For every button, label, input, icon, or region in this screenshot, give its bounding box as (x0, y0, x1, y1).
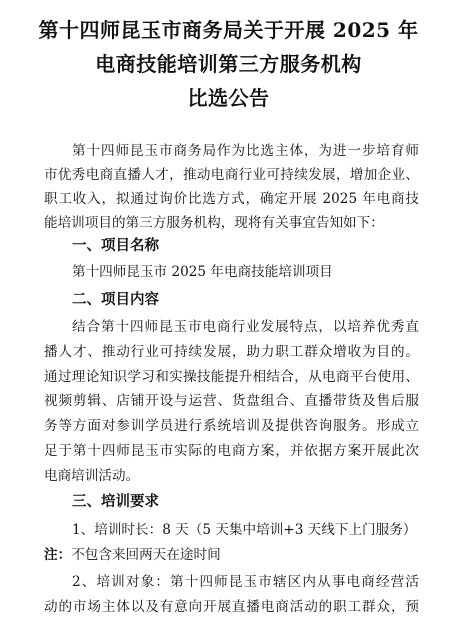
content-line-6: 足于第十四师昆玉市实际的电商方案，并依据方案开展此次 (44, 443, 419, 459)
document-title-line-3: 比选公告 (187, 86, 270, 110)
document-title-line-2: 电商技能培训第三方服务机构 (95, 52, 362, 76)
training-duration-item: 1、培训时长：8 天（5 天集中培训+3 天线下上门服务） (72, 522, 417, 538)
intro-line-1: 第十四师昆玉市商务局作为比选主体，为进一步培育师 (72, 143, 419, 159)
note-text: 不包含来回两天在途时间 (71, 547, 221, 563)
content-line-1: 结合第十四师昆玉市电商行业发展特点，以培养优秀直 (72, 319, 419, 335)
section-heading-project-name: 一、项目名称 (72, 238, 159, 254)
intro-line-2: 市优秀电商直播人才，推动电商行业可持续发展，增加企业、 (44, 167, 419, 183)
content-line-3: 通过理论知识学习和实操技能提升相结合，从电商平台使用、 (44, 369, 419, 385)
section-heading-training-requirements: 三、培训要求 (72, 494, 159, 510)
content-line-7: 电商培训活动。 (44, 468, 140, 484)
section-heading-project-content: 二、项目内容 (72, 292, 159, 308)
content-line-4: 视频剪辑、店铺开设与运营、货盘组合、直播带货及售后服 (44, 393, 419, 409)
training-target-line-2: 动的市场主体以及有意向开展直播电商活动的职工群众，预 (44, 599, 419, 615)
project-name-text: 第十四师昆玉市 2025 年电商技能培训项目 (72, 264, 333, 280)
training-note (44, 546, 419, 564)
intro-line-4: 能培训项目的第三方服务机构，现将有关事宜告知如下： (44, 215, 384, 231)
content-line-5: 务等方面对参训学员进行系统培训及提供咨询服务。形成立 (44, 418, 419, 434)
training-target-line-1: 2、培训对象：第十四师昆玉市辖区内从事电商经营活 (72, 574, 419, 590)
content-line-2: 播人才、推动行业可持续发展，助力职工群众增收为目的。 (44, 344, 419, 360)
intro-line-3: 职工收入，拟通过询价比选方式，确定开展 2025 年电商技 (44, 191, 419, 207)
document-title-line-1: 第十四师昆玉市商务局关于开展 2025 年 (38, 18, 419, 42)
note-label: 注： (44, 547, 72, 563)
